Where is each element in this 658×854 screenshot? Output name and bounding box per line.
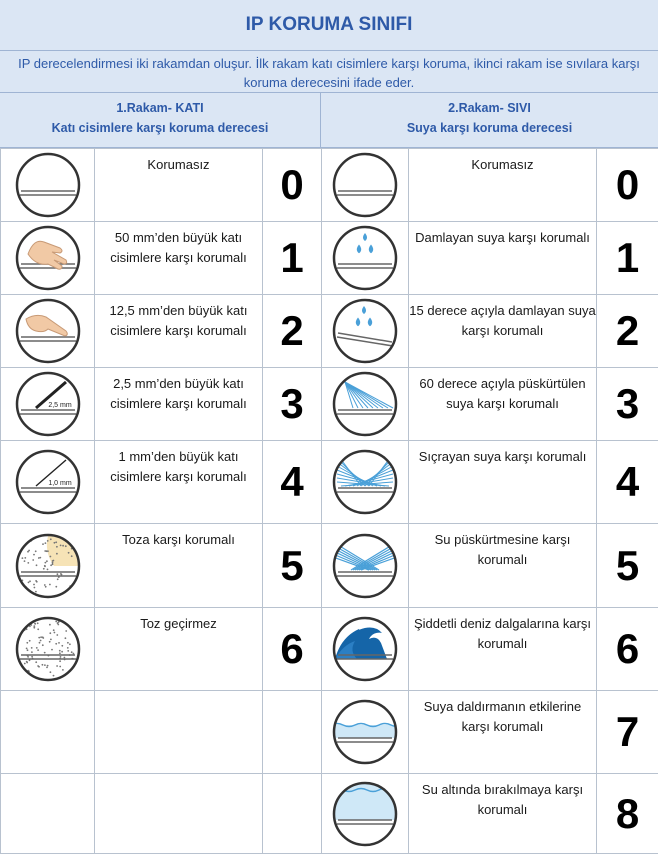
liquid-icon-cell <box>322 295 409 368</box>
liquid-description: Şiddetli deniz dalgalarına karşı korumalı <box>409 608 597 691</box>
intro-text: IP derecelendirmesi iki rakamdan oluşur. İlk rakam katı cisimlere karşı koruma, ikinci rakam ise sıvılara karşı koruma derecesini ifade eder. <box>0 51 658 93</box>
splash-icon <box>331 448 399 516</box>
solid-icon-cell <box>1 149 95 222</box>
liquid-description: 15 derece açıyla damlayan suya karşı korumalı <box>409 295 597 368</box>
liquid-digit: 4 <box>597 441 658 524</box>
liquid-icon-cell <box>322 441 409 524</box>
solid-header-title: 1.Rakam- KATI <box>0 98 320 118</box>
finger-icon <box>14 297 82 365</box>
solid-icon-cell <box>1 441 95 524</box>
empty-circle-icon <box>14 151 82 219</box>
ip-table <box>0 148 658 854</box>
table-row <box>1 222 658 295</box>
solid-digit: 0 <box>263 149 322 222</box>
table-row <box>1 441 658 524</box>
liquid-header-subtitle: Suya karşı koruma derecesi <box>321 118 658 138</box>
table-row <box>1 524 658 608</box>
table-row <box>1 368 658 441</box>
liquid-digit: 2 <box>597 295 658 368</box>
dust-icon <box>14 532 82 600</box>
solid-icon-cell <box>1 774 95 854</box>
solid-description <box>95 691 263 774</box>
solid-icon-cell <box>1 295 95 368</box>
solid-digit: 4 <box>263 441 322 524</box>
drops-icon <box>331 224 399 292</box>
solid-icon-cell <box>1 608 95 691</box>
solid-digit: 2 <box>263 295 322 368</box>
table-row <box>1 691 658 774</box>
solid-header-subtitle: Katı cisimlere karşı koruma derecesi <box>0 118 320 138</box>
solid-digit: 3 <box>263 368 322 441</box>
solid-description: 2,5 mm’den büyük katı cisimlere karşı korumalı <box>95 368 263 441</box>
liquid-digit: 3 <box>597 368 658 441</box>
liquid-digit: 1 <box>597 222 658 295</box>
submersion-icon <box>331 780 399 848</box>
wave-icon <box>331 615 399 683</box>
liquid-description: 60 derece açıyla püskürtülen suya karşı korumalı <box>409 368 597 441</box>
solid-description <box>95 774 263 854</box>
solid-digit <box>263 774 322 854</box>
table-row <box>1 149 658 222</box>
solid-icon-cell <box>1 222 95 295</box>
solid-digit <box>263 691 322 774</box>
solid-icon-cell <box>1 368 95 441</box>
solid-icon-cell <box>1 691 95 774</box>
solid-digit: 5 <box>263 524 322 608</box>
svg-text:2,5 mm: 2,5 mm <box>48 402 72 409</box>
liquid-description: Korumasız <box>409 149 597 222</box>
liquid-description: Damlayan suya karşı korumalı <box>409 222 597 295</box>
liquid-column-header <box>321 93 658 148</box>
solid-icon-cell <box>1 524 95 608</box>
table-row <box>1 608 658 691</box>
liquid-icon-cell <box>322 608 409 691</box>
liquid-icon-cell <box>322 222 409 295</box>
liquid-icon-cell <box>322 524 409 608</box>
liquid-icon-cell <box>322 149 409 222</box>
table-row <box>1 774 658 854</box>
solid-description: Toza karşı korumalı <box>95 524 263 608</box>
liquid-digit: 8 <box>597 774 658 854</box>
liquid-icon-cell <box>322 774 409 854</box>
spray-icon <box>331 370 399 438</box>
solid-description: Toz geçirmez <box>95 608 263 691</box>
solid-digit: 1 <box>263 222 322 295</box>
wire-icon <box>14 370 82 438</box>
empty-circle-icon <box>331 151 399 219</box>
angled-drops-icon <box>331 297 399 365</box>
liquid-digit: 6 <box>597 608 658 691</box>
liquid-description: Suya daldırmanın etkilerine karşı korumalı <box>409 691 597 774</box>
liquid-digit: 5 <box>597 524 658 608</box>
liquid-header-title: 2.Rakam- SIVI <box>321 98 658 118</box>
liquid-description: Su altında bırakılmaya karşı korumalı <box>409 774 597 854</box>
solid-description: Korumasız <box>95 149 263 222</box>
solid-digit: 6 <box>263 608 322 691</box>
hand-icon <box>14 224 82 292</box>
liquid-icon-cell <box>322 691 409 774</box>
immersion-icon <box>331 698 399 766</box>
liquid-description: Su püskürtmesine karşı korumalı <box>409 524 597 608</box>
solid-description: 50 mm’den büyük katı cisimlere karşı korumalı <box>95 222 263 295</box>
liquid-digit: 7 <box>597 691 658 774</box>
table-row <box>1 295 658 368</box>
jets-icon <box>331 532 399 600</box>
liquid-description: Sıçrayan suya karşı korumalı <box>409 441 597 524</box>
svg-text:1,0 mm: 1,0 mm <box>48 480 72 487</box>
dust-tight-icon <box>14 615 82 683</box>
liquid-digit: 0 <box>597 149 658 222</box>
solid-description: 12,5 mm’den büyük katı cisimlere karşı korumalı <box>95 295 263 368</box>
liquid-icon-cell <box>322 368 409 441</box>
page-title: IP KORUMA SINIFI <box>0 0 658 51</box>
solid-description: 1 mm’den büyük katı cisimlere karşı korumalı <box>95 441 263 524</box>
thin-wire-icon <box>14 448 82 516</box>
solid-column-header <box>0 93 321 148</box>
